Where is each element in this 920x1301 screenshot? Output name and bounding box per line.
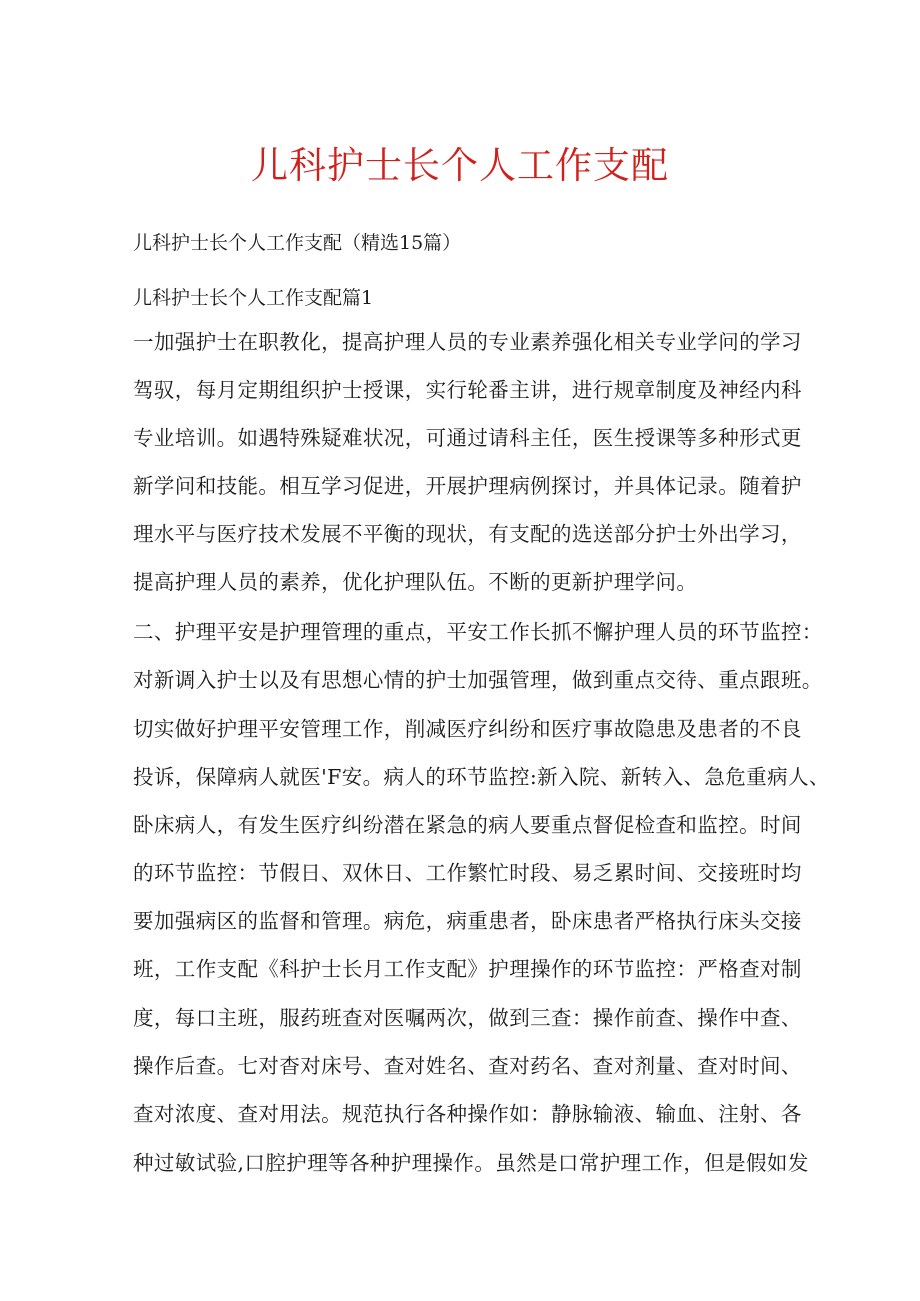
body-line: 一加强护士在职教化，提高护理人员的专业素养强化相关专业学问的学习	[133, 330, 802, 354]
body-line: 操作后查。七对杳对床号、查对姓名、查对药名、查对剂量、查对时间、	[133, 1054, 802, 1078]
body-line: 要加强病区的监督和管理。病危，病重患者，卧床患者严格执行床头交接	[133, 909, 802, 933]
body-line: 卧床病人，有发生医疗纠纷潜在紧急的病人要重点督促检查和监控。时间	[133, 813, 802, 837]
body-line: 投诉，保障病人就医'F安。病人的环节监控:新入院、新转入、急危重病人、	[133, 765, 830, 789]
body-line: 种过敏试验,口腔护理等各种护理操作。虽然是口常护理工作，但是假如发	[133, 1151, 809, 1175]
body-line: 专业培训。如遇特殊疑难状况，可通过请科主任，医生授课等多种形式更	[133, 426, 802, 450]
body-line: 班，工作支配《科护士长月工作支配》护理操作的环节监控：严格查对制	[133, 957, 802, 981]
document-subtitle: 儿科护士长个人工作支配（精选15篇）	[133, 232, 462, 254]
body-line: 切实做好护理平安管理工作，削减医疗纠纷和医疗事故隐患及患者的不良	[133, 717, 802, 741]
section-heading: 儿科护士长个人工作支配篇1	[133, 287, 374, 309]
body-line: 对新调入护士以及有思想心情的护士加强管理，做到重点交待、重点跟班。	[133, 668, 823, 692]
document-title: 儿科护士长个人工作支配	[251, 144, 669, 187]
body-line: 提高护理人员的素养，优化护理队伍。不断的更新护理学问。	[133, 570, 698, 594]
body-line: 的环节监控：节假日、双休日、工作繁忙时段、易乏累时间、交接班时均	[133, 861, 802, 885]
body-line: 度，每口主班，服药班查对医嘱两次，做到三查：操作前查、操作中查、	[133, 1006, 802, 1030]
body-line: 理水平与医疗技术发展不平衡的现状，有支配的选送部分护士外出学习，	[133, 522, 802, 546]
body-line: 驾驭，每月定期组织护士授课，实行轮番主讲，进行规章制度及神经内科	[133, 378, 802, 402]
body-line: 二、护理平安是护理管理的重点，平安工作长抓不懈护理人员的环节监控：	[133, 620, 823, 644]
body-line: 新学问和技能。相互学习促进，开展护理病例探讨，并具体记录。随着护	[133, 474, 802, 498]
body-line: 查对浓度、查对用法。规范执行各种操作如：静脉输液、输血、注射、各	[133, 1102, 802, 1126]
